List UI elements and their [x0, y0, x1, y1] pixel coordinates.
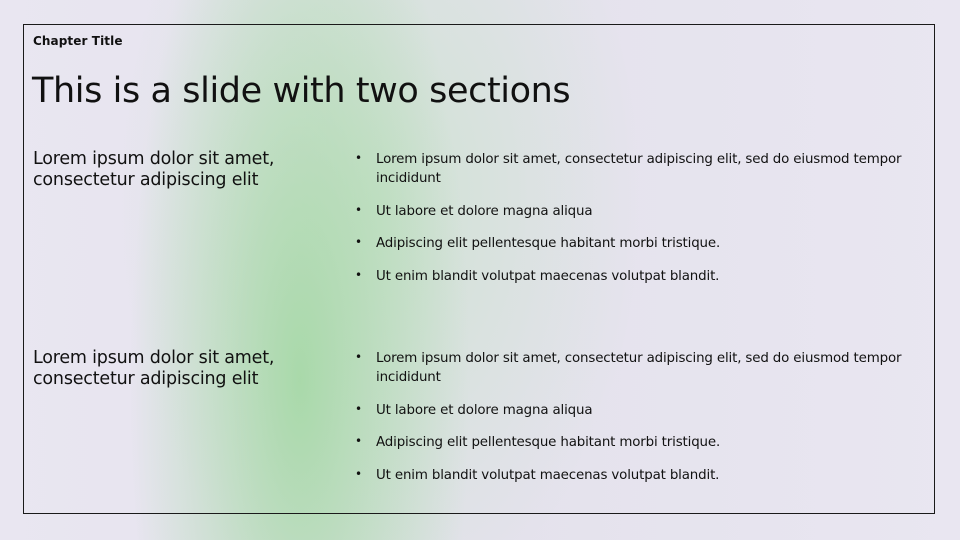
section-2-bullet-1 [350, 349, 930, 387]
bullet-dot-icon: • [355, 267, 362, 282]
bullet-text: Ut enim blandit volutpat maecenas volutpat blandit. [376, 268, 720, 284]
section-2-bullet-4 [350, 466, 930, 485]
bullet-dot-icon: • [355, 350, 362, 364]
section-1-bullet-1 [350, 150, 930, 188]
section-1-heading: Lorem ipsum dolor sit amet, consectetur adipiscing elit [33, 149, 275, 190]
section-2-heading: Lorem ipsum dolor sit amet, consectetur adipiscing elit [33, 348, 275, 389]
bullet-dot-icon: • [355, 202, 362, 217]
bullet-text: Ut labore et dolore magna aliqua [376, 402, 593, 418]
section-2-bullet-list [350, 349, 930, 498]
bullet-text: Adipiscing elit pellentesque habitant morbi tristique. [376, 435, 721, 450]
bullet-dot-icon: • [355, 151, 362, 165]
section-1-bullet-3 [350, 234, 930, 253]
bullet-text: Adipiscing elit pellentesque habitant morbi tristique. [376, 236, 721, 251]
bullet-dot-icon: • [355, 235, 362, 249]
bullet-dot-icon: • [355, 401, 362, 416]
bullet-dot-icon: • [355, 466, 362, 481]
bullet-dot-icon: • [355, 434, 362, 448]
bullet-text: Ut enim blandit volutpat maecenas volutpat blandit. [376, 467, 720, 483]
chapter-title: Chapter Title [33, 34, 123, 48]
slide-title: This is a slide with two sections [32, 71, 571, 111]
section-1-bullet-list [350, 150, 930, 299]
section-1-bullet-4 [350, 267, 930, 286]
section-2-bullet-3 [350, 433, 930, 452]
bullet-text: Ut labore et dolore magna aliqua [376, 203, 593, 219]
section-1-bullet-2 [350, 202, 930, 221]
section-2-bullet-2 [350, 401, 930, 420]
bullet-text: Lorem ipsum dolor sit amet, consectetur adipiscing elit, sed do eiusmod tempor incididunt [376, 351, 902, 385]
bullet-text: Lorem ipsum dolor sit amet, consectetur adipiscing elit, sed do eiusmod tempor incididunt [376, 152, 902, 186]
